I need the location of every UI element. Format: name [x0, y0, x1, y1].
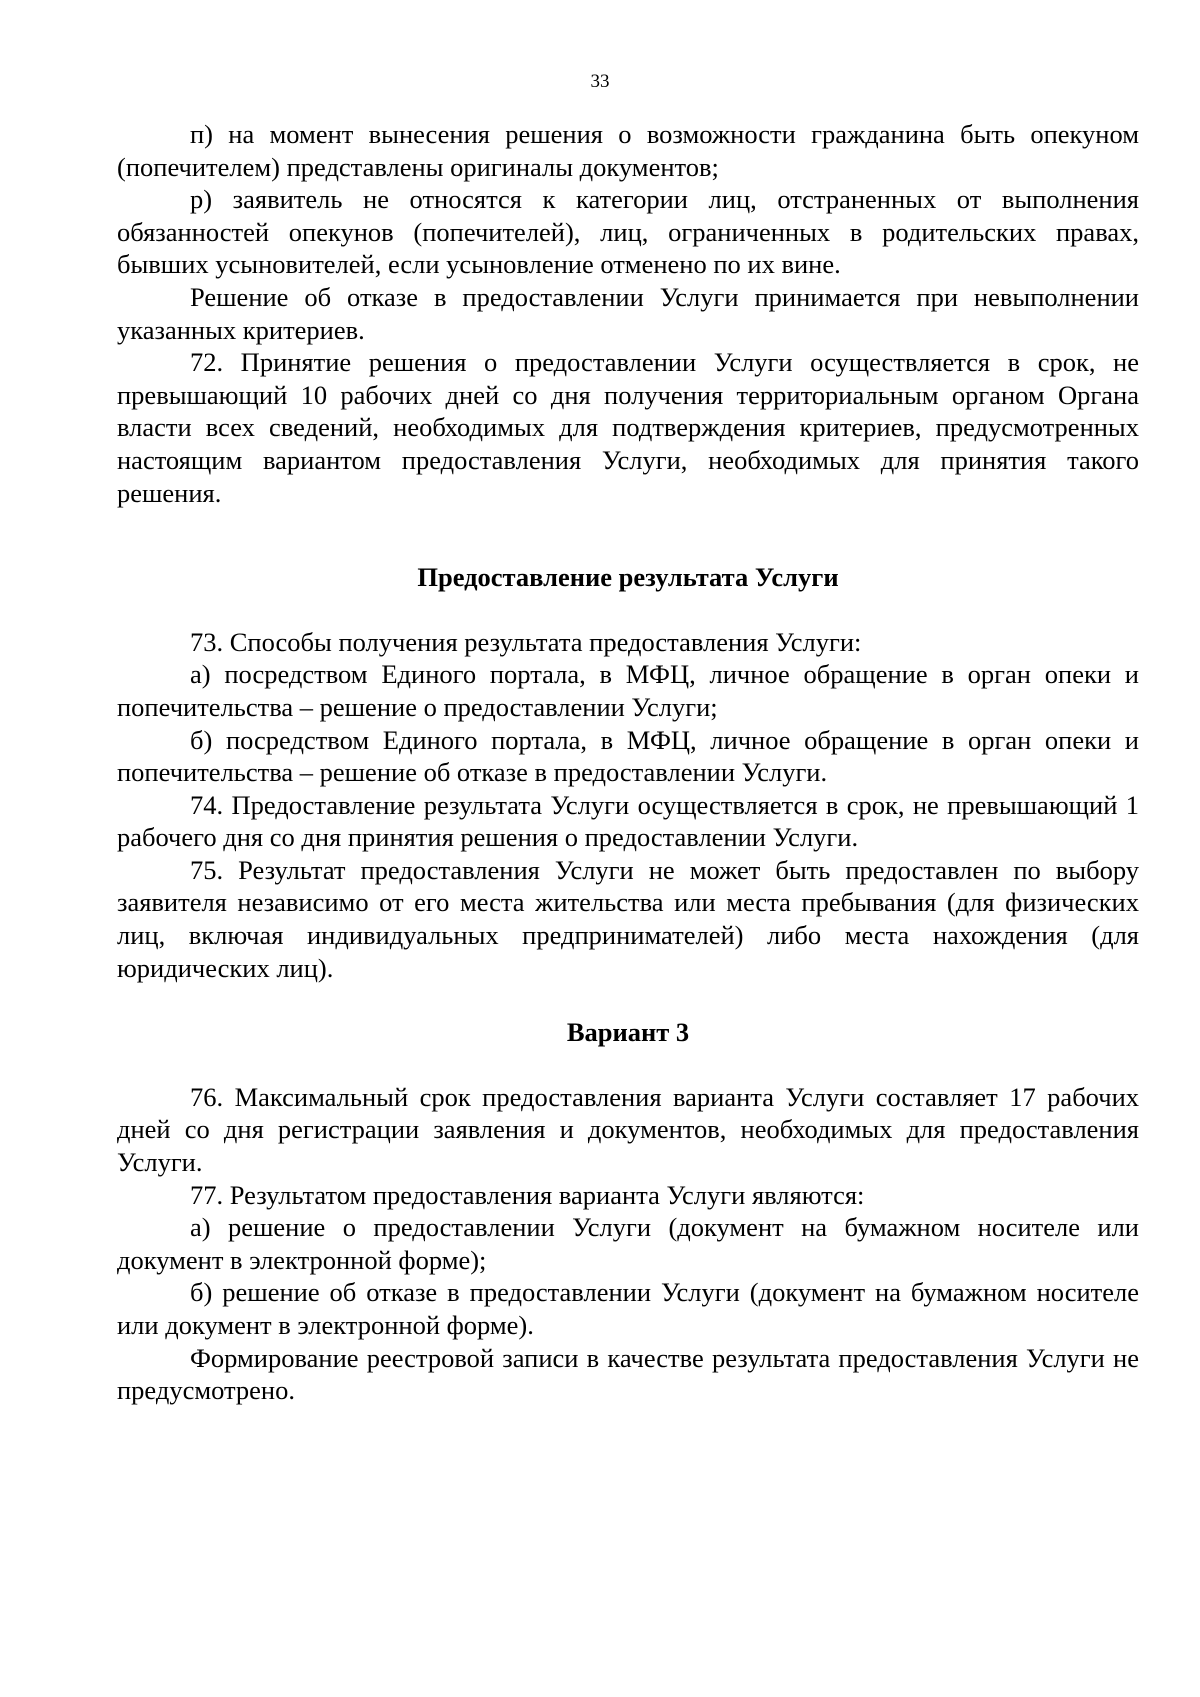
paragraph-74: 74. Предоставление результата Услуги осуществляется в срок, не превышающий 1 рабочего дня со дня принятия решения о предоставлении Услуги. — [117, 789, 1139, 853]
paragraph-72: 72. Принятие решения о предоставлении Услуги осуществляется в срок, не превышающий 10 рабочих дней со дня получения территориальным органом Органа власти всех сведений, необходимых для подтверждения критериев, предусмотренных настоящим вариантом предоставления Услуги, необходимых для принятия такого решения. — [117, 347, 1139, 508]
page-number: 33 — [590, 71, 610, 92]
paragraph-77: 77. Результатом предоставления варианта Услуги являются: — [190, 1179, 865, 1210]
paragraph-76: 76. Максимальный срок предоставления варианта Услуги составляет 17 рабочих дней со дня регистрации заявления и документов, необходимых для предоставления Услуги. — [117, 1081, 1139, 1178]
section-heading-result: Предоставление результата Услуги — [417, 562, 839, 593]
paragraph-77-b: б) решение об отказе в предоставлении Услуги (документ на бумажном носителе или документ в электронной форме). — [117, 1277, 1139, 1340]
paragraph-p: п) на момент вынесения решения о возможности гражданина быть опекуном (попечителем) представлены оригиналы документов; — [117, 119, 1139, 182]
section-heading-variant-3: Вариант 3 — [566, 1017, 690, 1048]
paragraph-73: 73. Способы получения результата предоставления Услуги: — [190, 626, 862, 657]
paragraph-registry-record: Формирование реестровой записи в качестве результата предоставления Услуги не предусмотрено. — [117, 1342, 1139, 1406]
document-body — [117, 118, 1139, 1407]
paragraph-73-a: а) посредством Единого портала, в МФЦ, личное обращение в орган опеки и попечительства – решение о предоставлении Услуги; — [117, 659, 1139, 722]
paragraph-75: 75. Результат предоставления Услуги не может быть предоставлен по выбору заявителя независимо от его места жительства или места пребывания (для физических лиц, включая индивидуальных предпринимателей) либо места нахождения (для юридических лиц). — [117, 854, 1139, 983]
paragraph-refusal-criteria: Решение об отказе в предоставлении Услуги принимается при невыполнении указанных критериев. — [117, 281, 1139, 345]
paragraph-r: р) заявитель не относятся к категории лиц, отстраненных от выполнения обязанностей опекунов (попечителей), лиц, ограниченных в родительских правах, бывших усыновителей, если усыновление отменено по их вине. — [117, 184, 1139, 280]
paragraph-77-a: а) решение о предоставлении Услуги (документ на бумажном носителе или документ в электронной форме); — [117, 1212, 1139, 1275]
paragraph-73-b: б) посредством Единого портала, в МФЦ, личное обращение в орган опеки и попечительства – решение об отказе в предоставлении Услуги. — [117, 724, 1139, 788]
